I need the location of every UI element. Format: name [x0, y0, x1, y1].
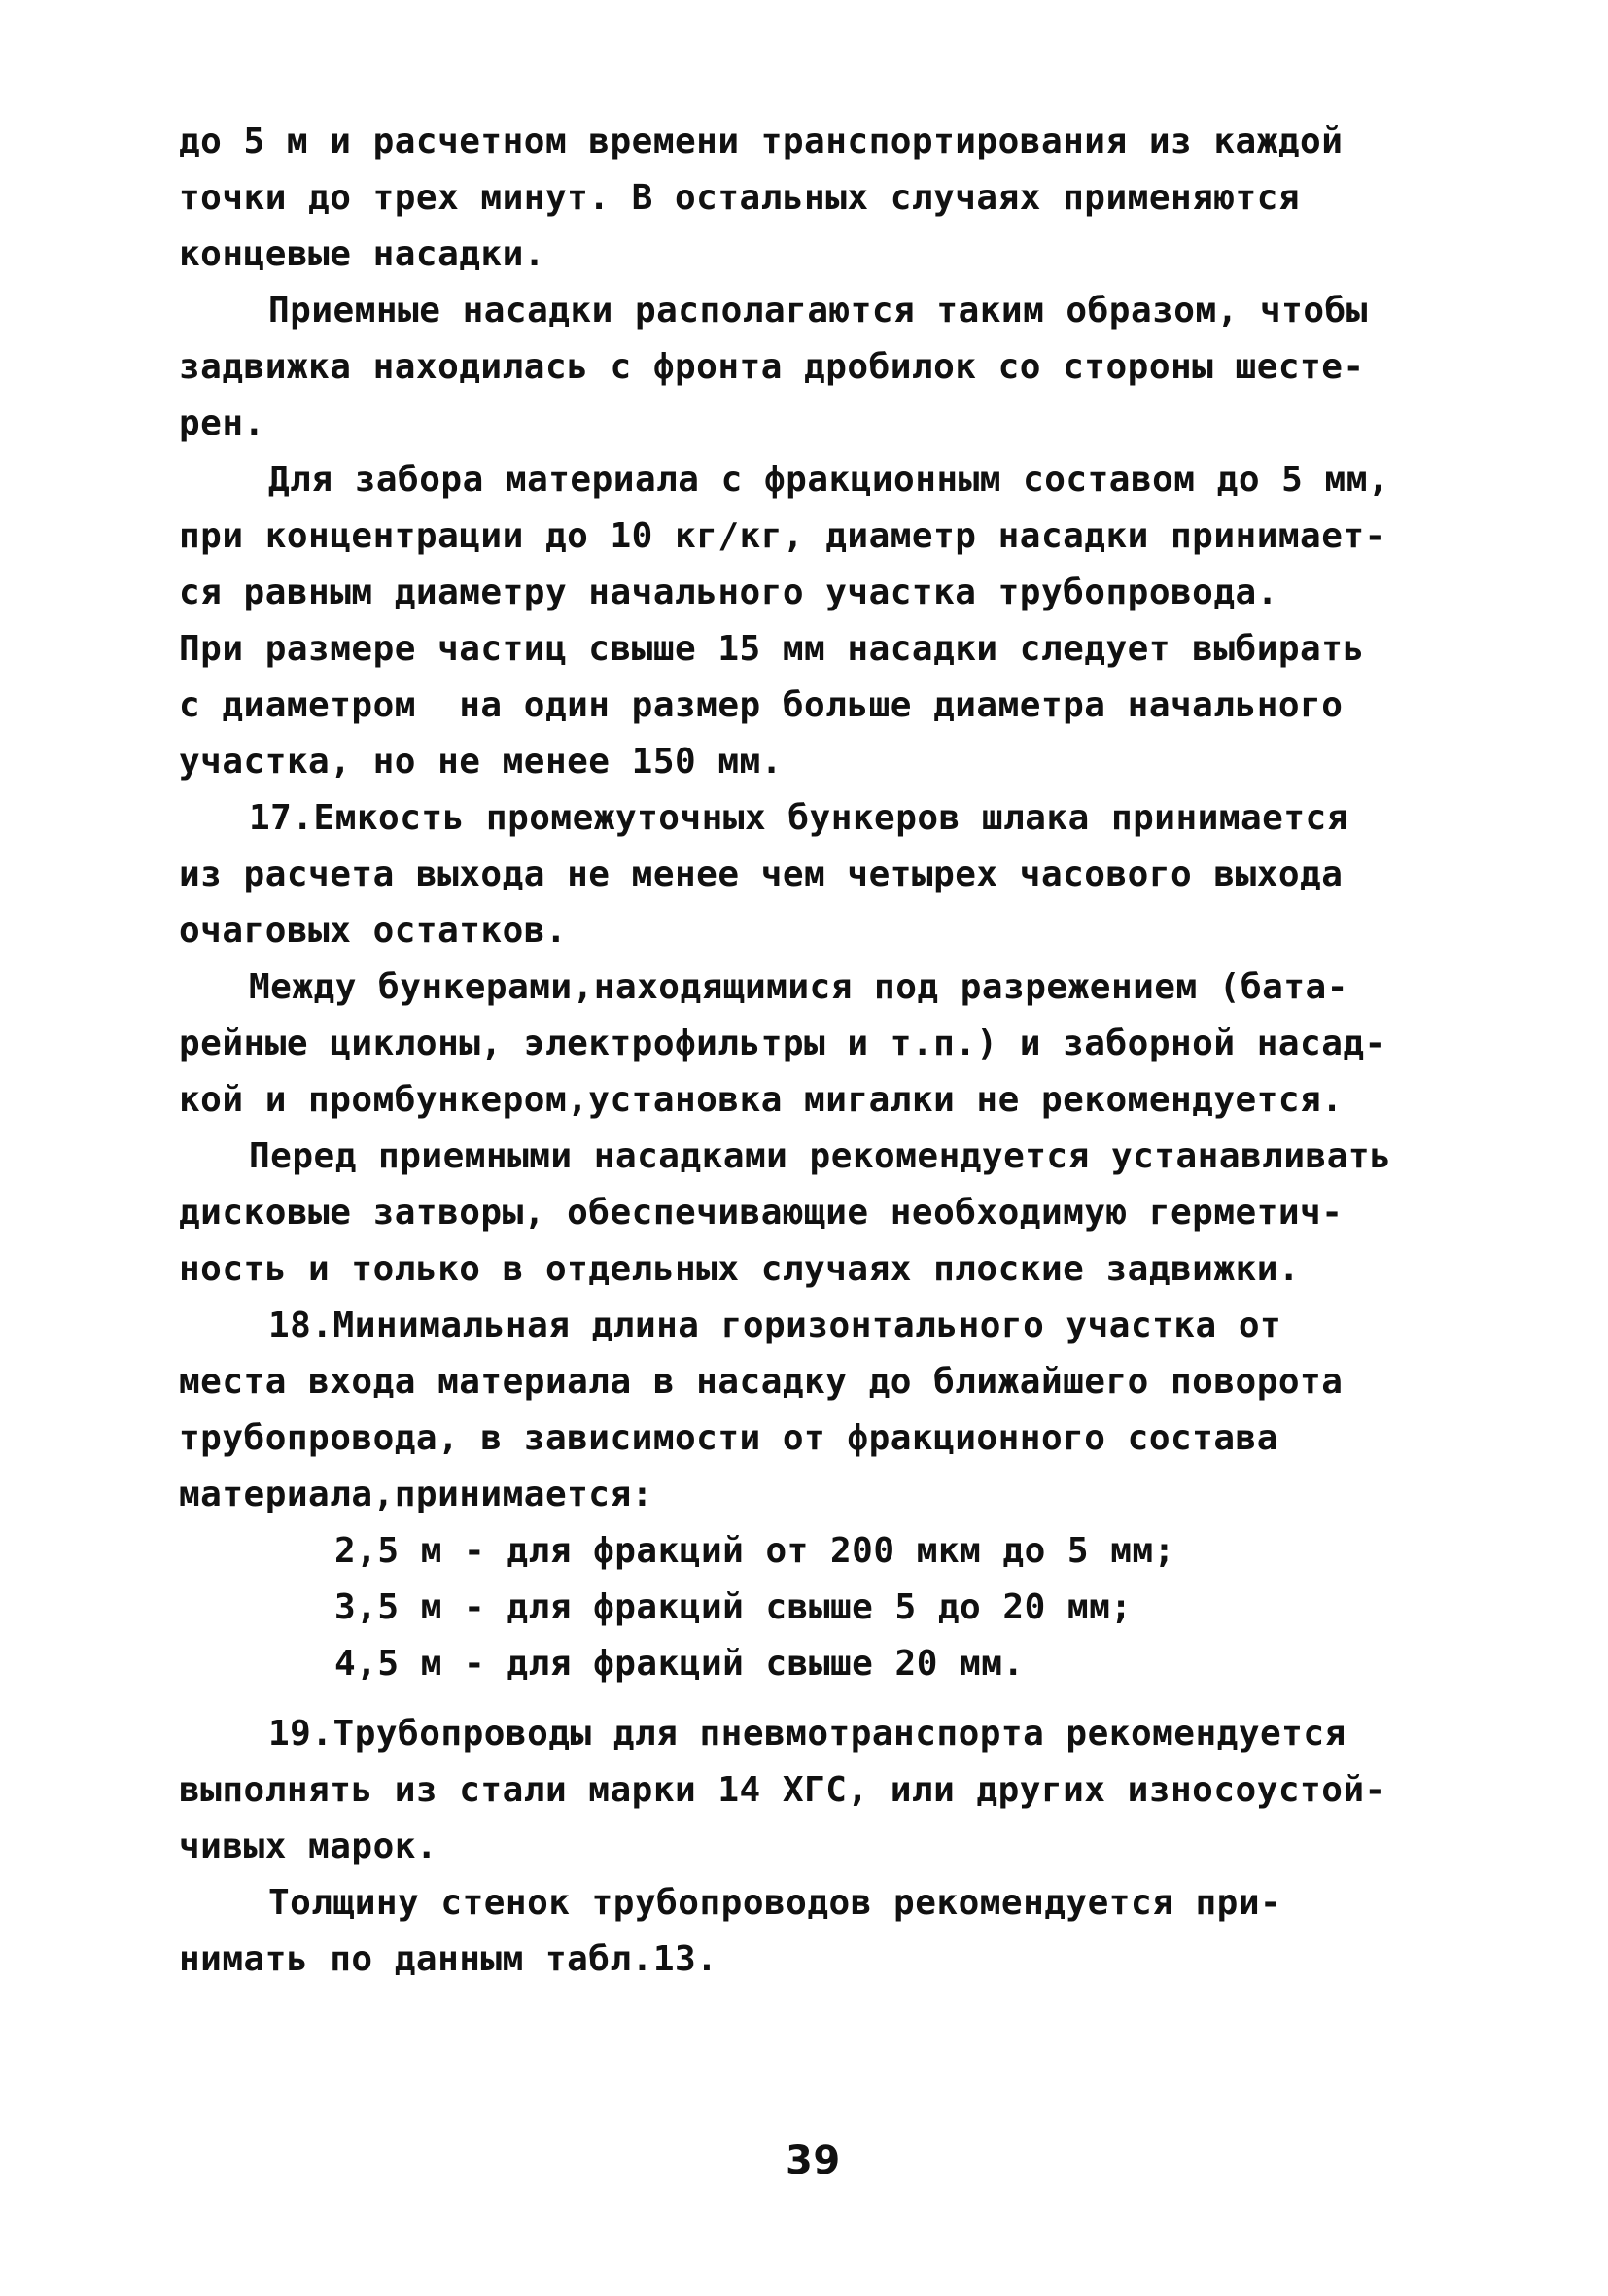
list-item: 3,5 м - для фракций свыше 5 до 20 мм;: [334, 1587, 1133, 1627]
text-line: концевые насадки.: [179, 234, 545, 274]
text-line: очаговых остатков.: [179, 911, 568, 951]
text-line: дисковые затворы, обеспечивающие необходимую герметич-: [179, 1193, 1344, 1233]
text-line: Толщину стенок трубопроводов рекомендуется при-: [268, 1883, 1282, 1923]
text-line: точки до трех минут. В остальных случаях применяются: [179, 178, 1301, 218]
text-line: рейные циклоны, электрофильтры и т.п.) и заборной насад-: [179, 1024, 1386, 1063]
text-line: участка, но не менее 150 мм.: [179, 742, 783, 782]
text-line: 17.Емкость промежуточных бункеров шлака принимается: [249, 798, 1348, 838]
text-line: трубопровода, в зависимости от фракционного состава: [179, 1418, 1278, 1458]
text-line: Между бункерами,находящимися под разрежением (бата-: [249, 967, 1348, 1007]
list-item: 2,5 м - для фракций от 200 мкм до 5 мм;: [334, 1531, 1175, 1571]
text-line: ся равным диаметру начального участка трубопровода.: [179, 573, 1278, 612]
text-line: при концентрации до 10 кг/кг, диаметр насадки принимает-: [179, 516, 1386, 556]
text-line: Перед приемными насадками рекомендуется устанавливать: [249, 1136, 1392, 1176]
text-line: материала,принимается:: [179, 1475, 653, 1514]
text-line: чивых марок.: [179, 1826, 438, 1866]
text-line: задвижка находилась с фронта дробилок со стороны шесте-: [179, 347, 1365, 387]
text-line: Для забора материала с фракционным составом до 5 мм,: [268, 460, 1390, 500]
text-line: до 5 м и расчетном времени транспортирования из каждой: [179, 122, 1344, 161]
text-line: При размере частиц свыше 15 мм насадки следует выбирать: [179, 629, 1365, 669]
text-line: рен.: [179, 403, 265, 443]
text-line: из расчета выхода не менее чем четырех часового выхода: [179, 854, 1344, 894]
text-line: нимать по данным табл.13.: [179, 1939, 718, 1979]
text-line: кой и промбункером,установка мигалки не рекомендуется.: [179, 1080, 1344, 1120]
list-item: 4,5 м - для фракций свыше 20 мм.: [334, 1644, 1025, 1684]
text-line: места входа материала в насадку до ближайшего поворота: [179, 1362, 1344, 1402]
text-line: Приемные насадки располагаются таким образом, чтобы: [268, 291, 1368, 330]
text-line: ность и только в отдельных случаях плоские задвижки.: [179, 1249, 1301, 1289]
text-line: 18.Минимальная длина горизонтального участка от: [268, 1305, 1282, 1345]
text-line: 19.Трубопроводы для пневмотранспорта рекомендуется: [268, 1714, 1346, 1754]
text-line: выполнять из стали марки 14 ХГС, или других износоустой-: [179, 1770, 1386, 1810]
text-line: с диаметром на один размер больше диаметра начального: [179, 685, 1344, 725]
page-number: 39: [786, 2139, 841, 2183]
